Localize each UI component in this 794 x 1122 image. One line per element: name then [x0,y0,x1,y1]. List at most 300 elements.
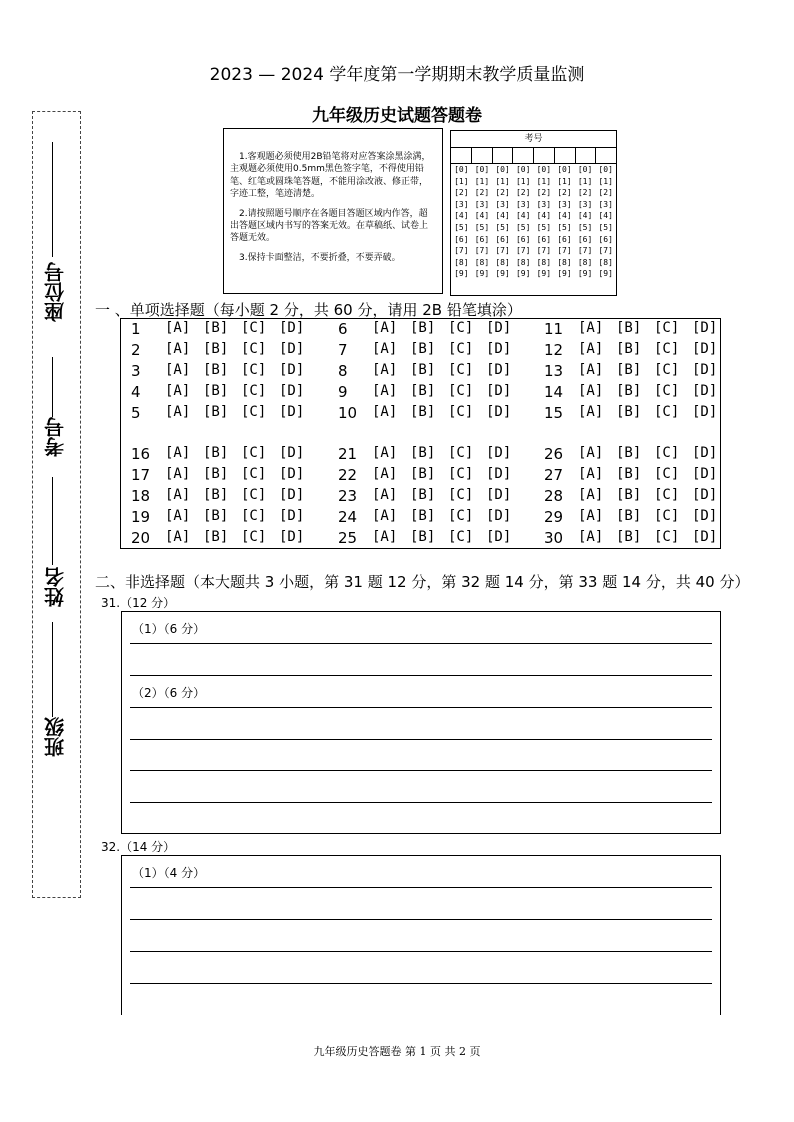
option-bubble[interactable]: [A] [165,508,191,524]
question-number: 12 [544,341,564,359]
option-bubble[interactable]: [A] [372,320,398,336]
option-bubble[interactable]: [A] [165,529,191,545]
question-row [338,508,524,526]
digit-bubble[interactable]: [8] [454,257,469,267]
option-bubble[interactable]: [D] [279,383,305,399]
option-bubble[interactable]: [D] [279,487,305,503]
option-bubble[interactable]: [C] [654,487,680,503]
option-bubble[interactable]: [D] [692,529,718,545]
page-footer: 九年级历史答题卷 第 1 页 共 2 页 [313,1045,481,1058]
exam-number-column [534,164,555,280]
question-row [544,341,730,359]
section2-heading: 二、非选择题（本大题共 3 小题，第 31 题 12 分，第 32 题 14 分，第 33 题 14 分，共 40 分） [95,573,750,591]
q32-answer-box[interactable] [121,855,721,1015]
option-bubble[interactable]: [B] [203,383,229,399]
digit-bubble[interactable]: [6] [515,234,531,244]
exam-number-column [595,164,616,280]
option-bubble[interactable]: [C] [654,362,680,378]
digit-bubble[interactable]: [6] [454,234,469,244]
question-number: 19 [131,508,151,526]
option-bubble[interactable]: [D] [692,362,718,378]
question-row [131,320,317,338]
exam-number-write-box[interactable] [513,148,534,163]
digit-bubble[interactable]: [5] [454,222,469,232]
digit-bubble[interactable]: [4] [577,211,593,221]
question-number: 6 [338,320,348,338]
option-bubble[interactable]: [A] [165,362,191,378]
question-number: 26 [544,445,564,463]
option-bubble[interactable]: [A] [165,487,191,503]
question-number: 22 [338,466,358,484]
question-number: 5 [131,404,141,422]
digit-bubble[interactable]: [1] [515,176,531,186]
digit-bubble[interactable]: [2] [474,188,490,198]
option-bubble[interactable]: [A] [578,487,604,503]
option-bubble[interactable]: [B] [616,466,642,482]
digit-bubble[interactable]: [0] [536,165,552,174]
digit-bubble[interactable]: [5] [598,222,613,232]
option-bubble[interactable]: [D] [692,487,718,503]
digit-bubble[interactable]: [2] [536,188,552,198]
option-bubble[interactable]: [B] [616,445,642,461]
option-bubble[interactable]: [C] [448,487,474,503]
option-bubble[interactable]: [D] [279,404,305,420]
option-bubble[interactable]: [B] [203,529,229,545]
digit-bubble[interactable]: [9] [598,269,613,279]
option-bubble[interactable]: [B] [410,445,436,461]
q32-part1-label: （1）（4 分） [132,866,206,880]
question-number: 4 [131,383,141,401]
digit-bubble[interactable]: [9] [536,269,552,279]
option-bubble[interactable]: [C] [241,320,267,336]
digit-bubble[interactable]: [6] [557,234,572,244]
option-bubble[interactable]: [D] [692,320,718,336]
digit-bubble[interactable]: [0] [474,165,490,174]
digit-bubble[interactable]: [1] [495,176,510,186]
question-row [131,404,317,422]
digit-bubble[interactable]: [8] [515,257,531,267]
class-line [52,622,53,717]
option-bubble[interactable]: [A] [372,383,398,399]
option-bubble[interactable]: [C] [654,508,680,524]
option-bubble[interactable]: [A] [165,341,191,357]
exam-number-write-box[interactable] [555,148,576,163]
option-bubble[interactable]: [B] [203,466,229,482]
option-bubble[interactable]: [B] [203,320,229,336]
digit-bubble[interactable]: [2] [577,188,593,198]
question-number: 9 [338,383,348,401]
q31-answer-box[interactable] [121,611,721,834]
option-bubble[interactable]: [B] [410,341,436,357]
digit-bubble[interactable]: [5] [515,222,531,232]
digit-bubble[interactable]: [8] [557,257,572,267]
option-bubble[interactable]: [B] [410,487,436,503]
exam-number-bubbles [451,164,616,280]
digit-bubble[interactable]: [4] [495,211,510,221]
option-bubble[interactable]: [A] [372,404,398,420]
option-bubble[interactable]: [A] [372,341,398,357]
question-number: 27 [544,466,564,484]
digit-bubble[interactable]: [0] [598,165,613,174]
digit-bubble[interactable]: [5] [495,222,510,232]
question-number: 29 [544,508,564,526]
exam-title: 2023 — 2024 学年度第一学期期末教学质量监测 [209,65,585,85]
option-bubble[interactable]: [A] [578,529,604,545]
instruction-item: 3.保持卡面整洁，不要折叠，不要弄破。 [239,252,401,263]
multiple-choice-grid [120,318,721,549]
option-bubble[interactable]: [B] [410,320,436,336]
option-bubble[interactable]: [D] [486,341,512,357]
option-bubble[interactable]: [C] [448,508,474,524]
answer-line [130,983,712,984]
option-bubble[interactable]: [D] [486,445,512,461]
option-bubble[interactable]: [A] [372,487,398,503]
instruction-item: 1.客观题必须使用2B铅笔将对应答案涂黑涂满，主观题必须使用0.5mm黑色签字笔，不得使用铅笔、红笔或圆珠笔答题，不能用涂改液、修正带，字迹工整，笔迹清楚。 [230,152,431,200]
question-number: 7 [338,341,348,359]
option-bubble[interactable]: [C] [241,508,267,524]
digit-bubble[interactable]: [7] [495,246,510,256]
option-bubble[interactable]: [C] [448,320,474,336]
digit-bubble[interactable]: [6] [577,234,593,244]
option-bubble[interactable]: [A] [578,383,604,399]
digit-bubble[interactable]: [9] [515,269,531,279]
option-bubble[interactable]: [D] [279,362,305,378]
exam-number-write-box[interactable] [596,148,616,163]
option-bubble[interactable]: [B] [410,529,436,545]
option-bubble[interactable]: [A] [372,466,398,482]
digit-bubble[interactable]: [4] [536,211,552,221]
option-bubble[interactable]: [D] [486,487,512,503]
digit-bubble[interactable]: [4] [474,211,490,221]
exam-number-write-box[interactable] [451,148,472,163]
option-bubble[interactable]: [B] [616,320,642,336]
exam-number-column [451,164,472,280]
option-bubble[interactable]: [D] [692,383,718,399]
option-bubble[interactable]: [C] [448,466,474,482]
option-bubble[interactable]: [D] [486,508,512,524]
option-bubble[interactable]: [D] [486,466,512,482]
digit-bubble[interactable]: [6] [536,234,552,244]
digit-bubble[interactable]: [9] [557,269,572,279]
digit-bubble[interactable]: [0] [515,165,531,174]
digit-bubble[interactable]: [3] [515,199,531,209]
question-number: 14 [544,383,564,401]
q31-part2-label: （2）（6 分） [132,686,206,700]
option-bubble[interactable]: [C] [241,404,267,420]
question-number: 18 [131,487,151,505]
section1-heading: 一 、单项选择题（每小题 2 分，共 60 分，请用 2B 铅笔填涂） [95,301,522,319]
question-row [131,445,317,463]
question-number: 11 [544,320,564,338]
digit-bubble[interactable]: [9] [495,269,510,279]
name-label: 姓名 [43,567,68,607]
answer-line [130,770,712,771]
digit-bubble[interactable]: [4] [598,211,613,221]
digit-bubble[interactable]: [3] [577,199,593,209]
option-bubble[interactable]: [C] [448,383,474,399]
digit-bubble[interactable]: [9] [474,269,490,279]
digit-bubble[interactable]: [3] [598,199,613,209]
digit-bubble[interactable]: [2] [454,188,469,198]
option-bubble[interactable]: [D] [279,445,305,461]
option-bubble[interactable]: [D] [692,404,718,420]
digit-bubble[interactable]: [4] [557,211,572,221]
option-bubble[interactable]: [B] [616,341,642,357]
option-bubble[interactable]: [B] [203,362,229,378]
option-bubble[interactable]: [C] [448,445,474,461]
question-row [544,445,730,463]
option-bubble[interactable]: [A] [372,445,398,461]
option-bubble[interactable]: [D] [279,341,305,357]
option-bubble[interactable]: [B] [203,487,229,503]
answer-line [130,887,712,888]
exam-number-column [492,164,513,280]
option-bubble[interactable]: [A] [578,362,604,378]
question-number: 30 [544,529,564,547]
seat-number-line [52,142,53,257]
question-row [338,320,524,338]
question-row [544,487,730,505]
option-bubble[interactable]: [A] [578,445,604,461]
option-bubble[interactable]: [C] [654,445,680,461]
option-bubble[interactable]: [C] [654,341,680,357]
digit-bubble[interactable]: [1] [474,176,490,186]
digit-bubble[interactable]: [5] [474,222,490,232]
option-bubble[interactable]: [B] [203,404,229,420]
option-bubble[interactable]: [A] [165,466,191,482]
q31-part1-label: （1）（6 分） [132,622,206,636]
option-bubble[interactable]: [A] [165,320,191,336]
digit-bubble[interactable]: [0] [557,165,572,174]
digit-bubble[interactable]: [5] [577,222,593,232]
digit-bubble[interactable]: [7] [577,246,593,256]
question-number: 10 [338,404,358,422]
digit-bubble[interactable]: [5] [557,222,572,232]
digit-bubble[interactable]: [1] [577,176,593,186]
class-label: 班级 [43,717,68,757]
digit-bubble[interactable]: [8] [598,257,613,267]
digit-bubble[interactable]: [4] [454,211,469,221]
option-bubble[interactable]: [C] [654,466,680,482]
digit-bubble[interactable]: [3] [536,199,552,209]
answer-line [130,643,712,644]
question-number: 8 [338,362,348,380]
option-bubble[interactable]: [B] [616,487,642,503]
question-number: 15 [544,404,564,422]
digit-bubble[interactable]: [0] [577,165,593,174]
option-bubble[interactable]: [C] [241,383,267,399]
exam-number-write-box[interactable] [534,148,555,163]
digit-bubble[interactable]: [7] [454,246,469,256]
option-bubble[interactable]: [C] [654,404,680,420]
digit-bubble[interactable]: [6] [474,234,490,244]
question-row [131,487,317,505]
option-bubble[interactable]: [B] [410,508,436,524]
option-bubble[interactable]: [B] [616,362,642,378]
exam-number-write-box[interactable] [493,148,514,163]
exam-number-label: 考号 [43,417,68,457]
digit-bubble[interactable]: [6] [598,234,613,244]
option-bubble[interactable]: [B] [410,383,436,399]
option-bubble[interactable]: [B] [410,466,436,482]
exam-number-column [513,164,534,280]
option-bubble[interactable]: [C] [241,362,267,378]
digit-bubble[interactable]: [3] [557,199,572,209]
option-bubble[interactable]: [A] [165,383,191,399]
question-row [131,383,317,401]
digit-bubble[interactable]: [2] [557,188,572,198]
option-bubble[interactable]: [D] [692,445,718,461]
option-bubble[interactable]: [C] [448,341,474,357]
option-bubble[interactable]: [B] [616,508,642,524]
option-bubble[interactable]: [C] [448,529,474,545]
option-bubble[interactable]: [A] [578,341,604,357]
question-row [544,320,730,338]
option-bubble[interactable]: [B] [410,404,436,420]
digit-bubble[interactable]: [1] [536,176,552,186]
option-bubble[interactable]: [C] [654,383,680,399]
answer-line [130,675,712,676]
digit-bubble[interactable]: [9] [454,269,469,279]
instructions-box [223,128,443,294]
digit-bubble[interactable]: [8] [495,257,510,267]
digit-bubble[interactable]: [9] [577,269,593,279]
option-bubble[interactable]: [C] [241,529,267,545]
option-bubble[interactable]: [B] [203,508,229,524]
answer-line [130,739,712,740]
option-bubble[interactable]: [B] [203,341,229,357]
digit-bubble[interactable]: [1] [454,176,469,186]
option-bubble[interactable]: [D] [692,466,718,482]
digit-bubble[interactable]: [8] [577,257,593,267]
name-line [52,477,53,565]
question-row [338,362,524,380]
question-row [544,466,730,484]
option-bubble[interactable]: [C] [654,320,680,336]
option-bubble[interactable]: [B] [616,529,642,545]
question-row [131,341,317,359]
answer-line [130,919,712,920]
answer-line [130,707,712,708]
question-row [338,404,524,422]
digit-bubble[interactable]: [2] [515,188,531,198]
option-bubble[interactable]: [A] [578,466,604,482]
digit-bubble[interactable]: [6] [495,234,510,244]
question-row [338,487,524,505]
question-number: 17 [131,466,151,484]
option-bubble[interactable]: [A] [165,404,191,420]
digit-bubble[interactable]: [1] [598,176,613,186]
option-bubble[interactable]: [C] [241,487,267,503]
digit-bubble[interactable]: [0] [495,165,510,174]
exam-number-column [575,164,596,280]
option-bubble[interactable]: [C] [241,445,267,461]
digit-bubble[interactable]: [0] [454,165,469,174]
digit-bubble[interactable]: [7] [515,246,531,256]
digit-bubble[interactable]: [7] [557,246,572,256]
option-bubble[interactable]: [D] [279,529,305,545]
option-bubble[interactable]: [D] [279,320,305,336]
question-row [544,508,730,526]
option-bubble[interactable]: [D] [486,383,512,399]
exam-number-column [554,164,575,280]
option-bubble[interactable]: [C] [448,362,474,378]
option-bubble[interactable]: [D] [692,508,718,524]
digit-bubble[interactable]: [8] [536,257,552,267]
option-bubble[interactable]: [A] [372,508,398,524]
option-bubble[interactable]: [A] [165,445,191,461]
option-bubble[interactable]: [D] [486,320,512,336]
option-bubble[interactable]: [C] [241,466,267,482]
digit-bubble[interactable]: [8] [474,257,490,267]
option-bubble[interactable]: [B] [203,445,229,461]
question-row [338,466,524,484]
option-bubble[interactable]: [D] [486,529,512,545]
option-bubble[interactable]: [A] [578,320,604,336]
q32-label: 32.（14 分） [101,840,176,854]
question-row [544,404,730,422]
digit-bubble[interactable]: [7] [598,246,613,256]
option-bubble[interactable]: [A] [578,404,604,420]
answer-sheet-title: 九年级历史试题答题卷 [312,106,482,126]
digit-bubble[interactable]: [5] [536,222,552,232]
answer-line [130,802,712,803]
question-number: 24 [338,508,358,526]
option-bubble[interactable]: [D] [486,404,512,420]
answer-line [130,951,712,952]
question-number: 2 [131,341,141,359]
option-bubble[interactable]: [A] [372,529,398,545]
question-row [131,466,317,484]
exam-number-grid [450,130,617,296]
option-bubble[interactable]: [C] [448,404,474,420]
digit-bubble[interactable]: [3] [495,199,510,209]
binding-strip [32,111,81,898]
exam-number-write-box[interactable] [576,148,597,163]
option-bubble[interactable]: [D] [279,508,305,524]
digit-bubble[interactable]: [3] [454,199,469,209]
question-number: 3 [131,362,141,380]
question-number: 1 [131,320,141,338]
seat-number-label: 座位号 [43,262,68,322]
digit-bubble[interactable]: [7] [536,246,552,256]
question-row [544,529,730,547]
question-row [131,508,317,526]
question-row [338,529,524,547]
digit-bubble[interactable]: [2] [495,188,510,198]
exam-number-column [472,164,493,280]
option-bubble[interactable]: [B] [410,362,436,378]
option-bubble[interactable]: [D] [486,362,512,378]
option-bubble[interactable]: [A] [578,508,604,524]
option-bubble[interactable]: [D] [692,341,718,357]
option-bubble[interactable]: [D] [279,466,305,482]
exam-number-write-box[interactable] [472,148,493,163]
option-bubble[interactable]: [A] [372,362,398,378]
digit-bubble[interactable]: [2] [598,188,613,198]
option-bubble[interactable]: [C] [241,341,267,357]
question-row [131,362,317,380]
digit-bubble[interactable]: [3] [474,199,490,209]
option-bubble[interactable]: [B] [616,404,642,420]
option-bubble[interactable]: [C] [654,529,680,545]
option-bubble[interactable]: [B] [616,383,642,399]
digit-bubble[interactable]: [4] [515,211,531,221]
question-number: 13 [544,362,564,380]
exam-number-line [52,357,53,417]
digit-bubble[interactable]: [7] [474,246,490,256]
digit-bubble[interactable]: [1] [557,176,572,186]
